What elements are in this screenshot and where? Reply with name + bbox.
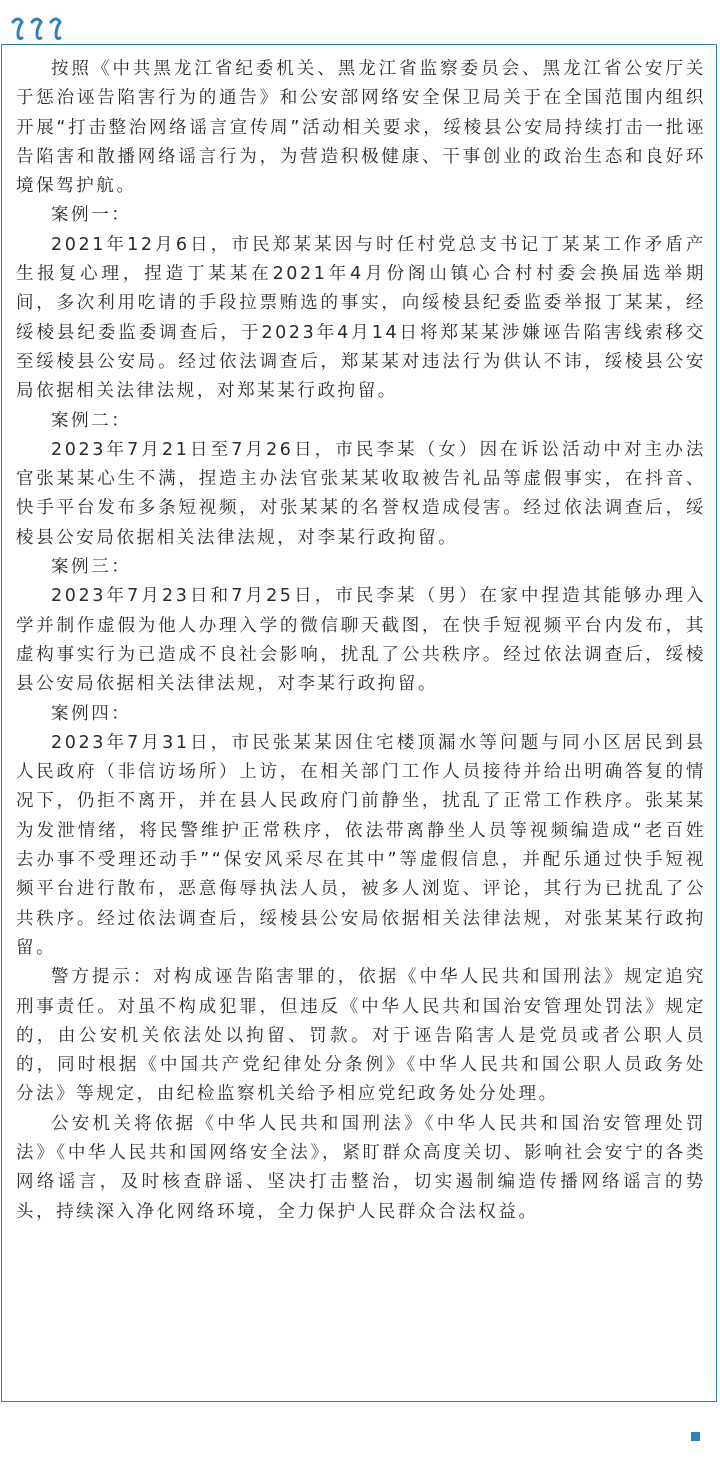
case-2-title: 案例二： bbox=[51, 410, 132, 431]
article-body bbox=[16, 55, 706, 1227]
case-3-body: 2023年7月23日和7月25日，市民李某（男）在家中捏造其能够办理入学并制作虚假为他人办理入学的微信聊天截图，在快手短视频平台内发布，其虚构事实行为已造成不良社会影响，扰乱了公共秩序。经过依法调查后，绥棱县公安局依据相关法律法规，对李某行政拘留。 bbox=[16, 586, 706, 695]
case-1-body: 2021年12月6日，市民郑某某因与时任村党总支书记丁某某工作矛盾产生报复心理，捏造丁某某在2021年4月份阁山镇心合村村委会换届选举期间，多次利用吃请的手段拉票贿选的事实，向绥棱县纪委监委举报丁某某，经绥棱县纪委监委调查后，于2023年4月14日将郑某某涉嫌诬告陷害线索移交至绥棱县公安局。经过依法调查后，郑某某对违法行为供认不讳，绥棱县公安局依据相关法律法规，对郑某某行政拘留。 bbox=[16, 234, 706, 402]
case-4-body: 2023年7月31日，市民张某某因住宅楼顶漏水等问题与同小区居民到县人民政府（非信访场所）上访，在相关部门工作人员接待并给出明确答复的情况下，仍拒不离开，并在县人民政府门前静坐，扰乱了正常工作秩序。张某某为发泄情绪，将民警维护正常秩序，依法带离静坐人员等视频编造成“老百姓去办事不受理还动手”“保安风采尽在其中”等虚假信息，并配乐通过快手短视频平台进行散布，恶意侮辱执法人员，被多人浏览、评论，其行为已扰乱了公共秩序。经过依法调查后，绥棱县公安局依据相关法律法规，对张某某行政拘留。 bbox=[16, 732, 706, 958]
case-1-title: 案例一： bbox=[51, 205, 132, 226]
case-3-title: 案例三： bbox=[51, 557, 132, 578]
closing-paragraph: 公安机关将依据《中华人民共和国刑法》《中华人民共和国治安管理处罚法》《中华人民共和国网络安全法》，紧盯群众高度关切、影响社会安宁的各类网络谣言，及时核查辟谣、坚决打击整治，切实遏制编造传播网络谣言的势头，持续深入净化网络环境，全力保护人民群众合法权益。 bbox=[16, 1113, 706, 1222]
case-4-title: 案例四： bbox=[51, 703, 132, 724]
article-frame bbox=[1, 44, 717, 1402]
square-marker-icon bbox=[691, 1432, 700, 1441]
police-warning-paragraph: 警方提示：对构成诬告陷害罪的，依据《中华人民共和国刑法》规定追究刑事责任。对虽不构成犯罪，但违反《中华人民共和国治安管理处罚法》规定的，由公安机关依法处以拘留、罚款。对于诬告陷害人是党员或者公职人员的，同时根据《中国共产党纪律处分条例》《中华人民共和国公职人员政务处分法》等规定，由纪检监察机关给予相应党纪政务处分处理。 bbox=[16, 967, 706, 1105]
triple-hook-ornament-icon bbox=[10, 8, 70, 48]
case-2-body: 2023年7月21日至7月26日，市民李某（女）因在诉讼活动中对主办法官张某某心生不满，捏造主办法官张某某收取被告礼品等虚假事实，在抖音、快手平台发布多条短视频，对张某某的名誉权造成侵害。经过依法调查后，绥棱县公安局依据相关法律法规，对李某行政拘留。 bbox=[16, 439, 706, 548]
intro-paragraph: 按照《中共黑龙江省纪委机关、黑龙江省监察委员会、黑龙江省公安厅关于惩治诬告陷害行为的通告》和公安部网络安全保卫局关于在全国范围内组织开展“打击整治网络谣言宣传周”活动相关要求，绥棱县公安局持续打击一批诬告陷害和散播网络谣言行为，为营造积极健康、干事创业的政治生态和良好环境保驾护航。 bbox=[16, 59, 706, 197]
